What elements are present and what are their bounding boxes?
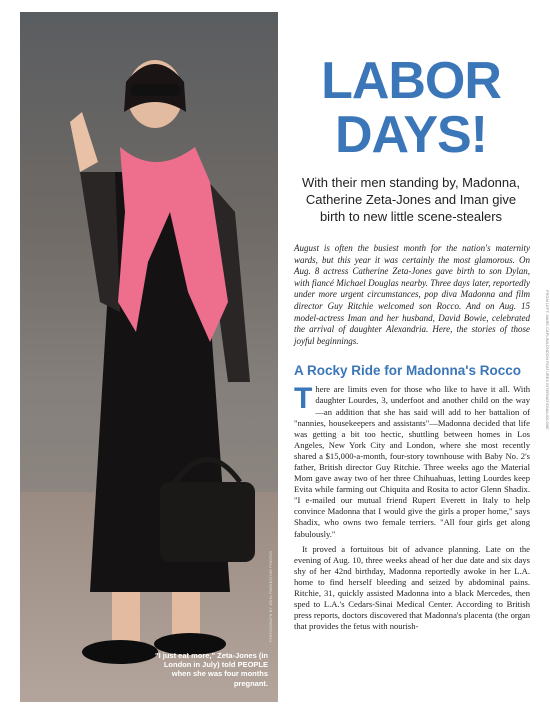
feature-photo xyxy=(20,12,278,702)
headline-line-2: DAYS! xyxy=(334,106,487,164)
drop-cap: T xyxy=(294,382,313,416)
side-credit: FROM LEFT: MARK CAPLIN/LONDON FEATURES INTERNATIONAL/GLOBE xyxy=(545,290,550,430)
magazine-page xyxy=(14,10,550,710)
celebrity-figure xyxy=(60,52,260,672)
photo-caption: "I just eat more," Zeta-Jones (in London in July) told PEOPLE when she was four months pregnant. xyxy=(155,650,268,688)
article-dek: With their men standing by, Madonna, Catherine Zeta-Jones and Iman give birth to new little scene-stealers xyxy=(302,175,520,224)
article-body xyxy=(294,384,530,632)
headline xyxy=(284,12,538,162)
headline-line-1: LABOR xyxy=(321,52,501,110)
body-paragraph-2: It proved a fortuitous bit of advance planning. Late on the evening of Aug. 10, three weeks ahead of her due date and six days shy of her 42nd birthday, Madonna reportedly awoke in her L.A. home to find herself bleeding and seized by abdominal pains. Ritchie, 31, quickly assisted Madonna into a black Mercedes, then sped to L.A.'s Cedars-Sinai Medical Center. According to British press reports, doctors discovered that Madonna's placenta (the organ that provides the fetus with nourish- xyxy=(294,543,530,632)
body-paragraph-1-text: here are limits even for those who like to have it all. With daughter Lourdes, 3, underfoot and another child on the way—an addition that she has said will add to her battalion of "nannies, housekeepers and assistants"—Madonna decided that life was getting a bit too hectic, shuttling between homes in Los Angeles, New York City and London, where she most recently shared a $15,000-a-month, four-story townhouse with Baby No. 2's father, British director Guy Ritchie. Three weeks ago the Material Mom gave away two of her three Chihuahuas, letting Lourdes keep Evita while farming out Chiquita and Rosita to actor Glenn Shadix. "I e-mailed our mutual friend Rupert Everett in Italy to help convince Madonna that I would give the girls a proper home," says Shadix, who owns two female terriers. "All four girls get along fabulously." xyxy=(294,384,530,539)
section-title: A Rocky Ride for Madonna's Rocco xyxy=(294,363,521,379)
photo-credit: PHOTOGRAPH BY JOHN PARKES/THE PHOTOS xyxy=(268,551,273,642)
article-column xyxy=(284,12,538,702)
body-paragraph-1 xyxy=(294,384,530,539)
article-intro: August is often the busiest month for the nation's maternity wards, but this year it was certainly the most glamorous. On Aug. 8 actress Catherine Zeta-Jones gave birth to son Dylan, with fiancé Michael Douglas nearby. Three days later, reportedly under more urgent circumstances, pop diva Madonna and film director Guy Ritchie welcomed son Rocco. And on Aug. 15 model-actress Iman and her husband, David Bowie, celebrated the arrival of daughter Alexandria. Here, the stories of those joyful beginnings. xyxy=(294,243,530,346)
